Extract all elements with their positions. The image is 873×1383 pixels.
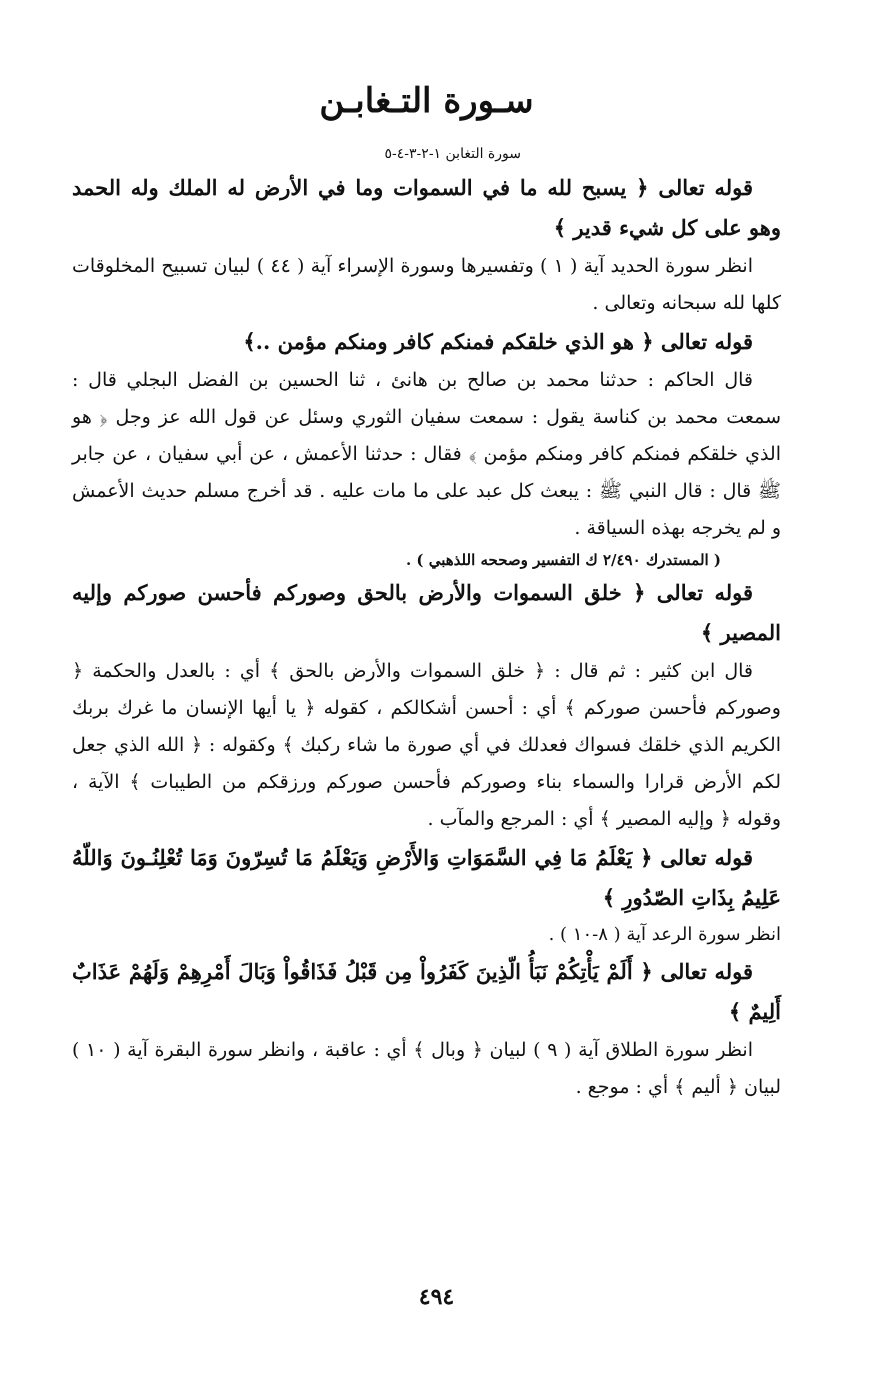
page-title: سـورة التـغابـن [319,81,534,121]
commentary-paragraph: انظر سورة الطلاق آية ( ٩ ) لبيان ﴿ وبال ﴾ أي : عاقبة ، وانظر سورة البقرة آية ( ١٠ ) لبيان ﴿ أليم ﴾ أي : موجع . [72,1039,781,1098]
commentary-paragraph: قال ابن كثير : ثم قال : ﴿ خلق السموات والأرض بالحق ﴾ أي : بالعدل والحكمة ﴿ وصوركم فأحسن صوركم ﴾ أي : أحسن أشكالكم ، كقوله ﴿ يا أيها الإنسان ما غرك بربك الكريم الذي خلقك فسواك فعدلك في أي صورة ما شاء ركبك ﴾ وكقوله : ﴿ الله الذي جعل لكم الأرض قرارا والسماء بناء وصوركم فأحسن صوركم ورزقكم من الطيبات ﴾ الآية ، وقوله ﴿ وإليه المصير ﴾ أي : المرجع والمآب . [72,660,781,830]
source-reference: ( المستدرك ٢/٤٩٠ ك التفسير وصححه اللذهبي ) . [405,551,721,569]
section-subheading: سورة التغابن ١-٢-٣-٤-٥ [384,146,521,162]
verse-heading: قوله تعالى ﴿ هو الذي خلقكم فمنكم كافر ومنكم مؤمن ..﴾ [243,329,753,354]
commentary-paragraph: قال الحاكم : حدثنا محمد بن صالح بن هانئ ، ثنا الحسين بن الفضل البجلي قال : سمعت محمد بن كناسة يقول : سمعت سفيان الثوري وسئل عن قول الله عز وجل ﴿ هو الذي خلقكم فمنكم كافر ومنكم مؤمن ﴾ فقال : حدثنا الأعمش ، عن أبي سفيان ، عن جابر ﷺ قال : قال النبي ﷺ : يبعث كل عبد على ما مات عليه . قد أخرج مسلم حديث الأعمش و لم يخرجه بهذه السياقة . [72,369,781,539]
verse-heading: قوله تعالى ﴿ أَلَمْ يَأْتِكُمْ نَبَأُ الّذِينَ كَفَرُواْ مِن قَبْلُ فَذَاقُواْ وَبَالَ أَمْرِهِمْ وَلَهُمْ عَذَابٌ أَلِيمٌ ﴾ [72,959,781,1024]
verse-heading: قوله تعالى ﴿ خلق السموات والأرض بالحق وصوركم فأحسن صوركم وإليه المصير ﴾ [72,580,781,645]
verse-heading: قوله تعالى ﴿ يسبح لله ما في السموات وما في الأرض له الملك وله الحمد وهو على كل شيء قدير ﴾ [72,175,781,240]
commentary-paragraph: انظر سورة الرعد آية ( ٨-١٠ ) . [548,924,781,945]
page-number: ٤٩٤ [418,1284,455,1310]
commentary-paragraph: انظر سورة الحديد آية ( ١ ) وتفسيرها وسورة الإسراء آية ( ٤٤ ) لبيان تسبيح المخلوقات كلها لله سبحانه وتعالى . [72,255,781,314]
verse-heading: قوله تعالى ﴿ يَعْلَمُ مَا فِي السَّمَوَاتِ وَالأَرْضِ وَيَعْلَمُ مَا تُسِرّونَ وَمَا تُعْلِنُـونَ وَاللّهُ عَلِيمُ بِذَاتِ الصّدُورِ ﴾ [72,845,781,910]
